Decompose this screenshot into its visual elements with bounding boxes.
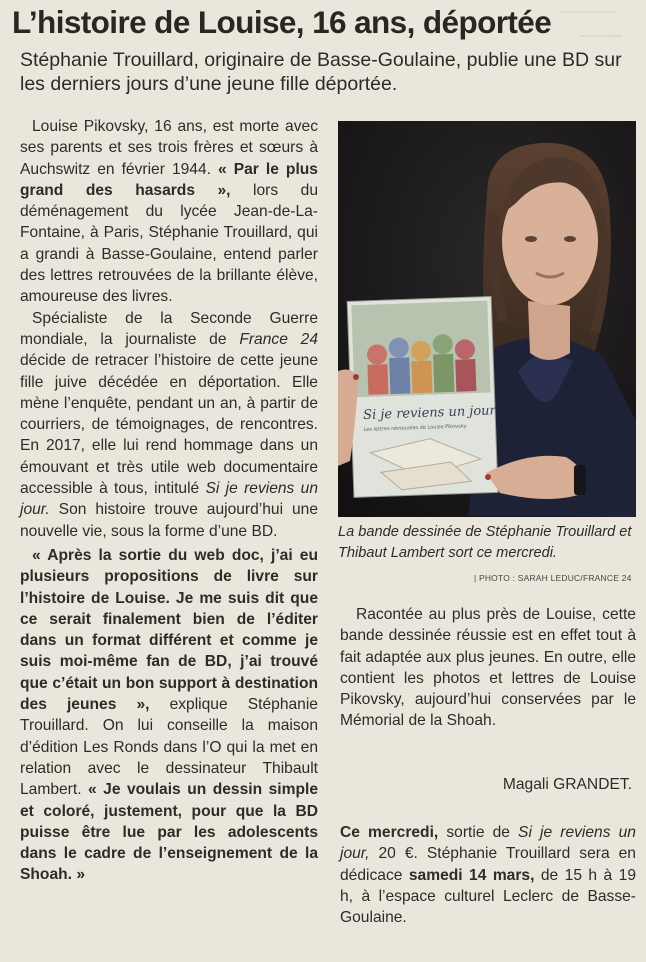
webdoc-title: Si je reviens un jour. bbox=[20, 480, 318, 519]
release-info bbox=[340, 822, 636, 928]
paragraph-4: Racontée au plus près de Louise, cette bande dessinée réussie est en effet tout à fait adaptée aux plus jeunes. En outre, elle contient les photos et lettres de Louise Pikovsky, aujourd’hui conservées par le Mémorial de la Shoah. bbox=[340, 606, 636, 730]
photo-illustration bbox=[338, 121, 636, 517]
photo-credit: | PHOTO : SARAH LEDUC/FRANCE 24 bbox=[474, 573, 632, 583]
photo-author-with-book bbox=[338, 121, 636, 517]
paragraph-1 bbox=[20, 116, 318, 308]
signing-date: samedi 14 mars, bbox=[408, 866, 535, 884]
book-title: Si je reviens un jour, bbox=[340, 824, 636, 863]
book-cover-subtitle: Les lettres retrouvées de Louise Pikovsky bbox=[363, 423, 467, 433]
paragraph-3 bbox=[20, 545, 318, 886]
paragraph-3-rest: explique Stéphanie Trouillard. On lui conseille la maison d’édition Les Ronds dans l’O qui la met en relation avec le dessinateur Thibault Lambert. bbox=[20, 696, 318, 799]
book-cover-title: Si je reviens un jour bbox=[362, 403, 497, 423]
paragraph-2-a: Spécialiste de la Seconde Guerre mondiale, la journaliste de bbox=[20, 309, 318, 348]
headline: L’histoire de Louise, 16 ans, déportée bbox=[12, 4, 552, 40]
quote-author-2: « Je voulais un dessin simple et coloré, justement, pour que la BD puisse être lue par les adolescents dans le cadre de l’enseignement de la Shoah. » bbox=[20, 781, 318, 884]
quote-author-1: « Après la sortie du web doc, j’ai eu plusieurs propositions de livre sur l’histoire de Louise. Je me suis dit que ce serait finalement bien de l’éditer dans un format différent et comme je suis moi-même fan de BD, j’ai trouvé que c’était un bon support à destination des jeunes », bbox=[20, 546, 318, 714]
author-signature: Magali GRANDET. bbox=[502, 776, 632, 793]
media-name: France 24 bbox=[239, 330, 318, 348]
photo-caption bbox=[338, 522, 638, 563]
standfirst: Stéphanie Trouillard, originaire de Basse-Goulaine, publie une BD sur les derniers jours d’une jeune fille déportée. bbox=[20, 49, 622, 95]
bleed-through-text: ────── bbox=[580, 31, 623, 42]
release-info-c: de 15 h à 19 h, à l’espace culturel Leclerc de Basse-Goulaine. bbox=[340, 866, 636, 927]
paragraph-2-c: Son histoire trouve aujourd’hui une nouvelle vie, sous la forme d’une BD. bbox=[20, 501, 318, 540]
article-column-right bbox=[340, 604, 636, 732]
quote-hasard: « Par le plus grand des hasards », bbox=[20, 160, 318, 199]
release-day: Ce mercredi, bbox=[340, 824, 439, 841]
release-info-a: sortie de bbox=[438, 824, 519, 841]
paragraph-1-lead: Louise Pikovsky, 16 ans, est morte avec ses parents et ses trois frères et sœurs à Auchswitz en février 1944. bbox=[20, 118, 318, 178]
paragraph-1-rest: lors du déménagement du lycée Jean-de-La-Fontaine, à Paris, Stéphanie Trouillard, qui a grandi à Basse-Goulaine, entend parler des lettres retrouvées de la brillante élève, amoureuse des livres. bbox=[20, 181, 318, 306]
paragraph-2-b: décide de retracer l’histoire de cette jeune fille juive décédée en déportation. Elle mène l’enquête, pendant un an, à partir de courriers, de témoignages, de rencontres. En 2017, elle lui rend hommage dans un émouvant et très utile web documentaire accessible à tous, intitulé bbox=[20, 352, 318, 498]
paragraph-2 bbox=[20, 308, 318, 542]
release-info-b: 20 €. Stéphanie Trouillard sera en dédicace bbox=[340, 845, 636, 884]
article-column-left bbox=[20, 116, 318, 886]
release-info-paragraph bbox=[340, 822, 636, 928]
bleed-through-text: ──────── bbox=[560, 7, 617, 18]
caption-text: La bande dessinée de Stéphanie Trouillard et Thibaut Lambert sort ce mercredi. bbox=[338, 524, 632, 561]
